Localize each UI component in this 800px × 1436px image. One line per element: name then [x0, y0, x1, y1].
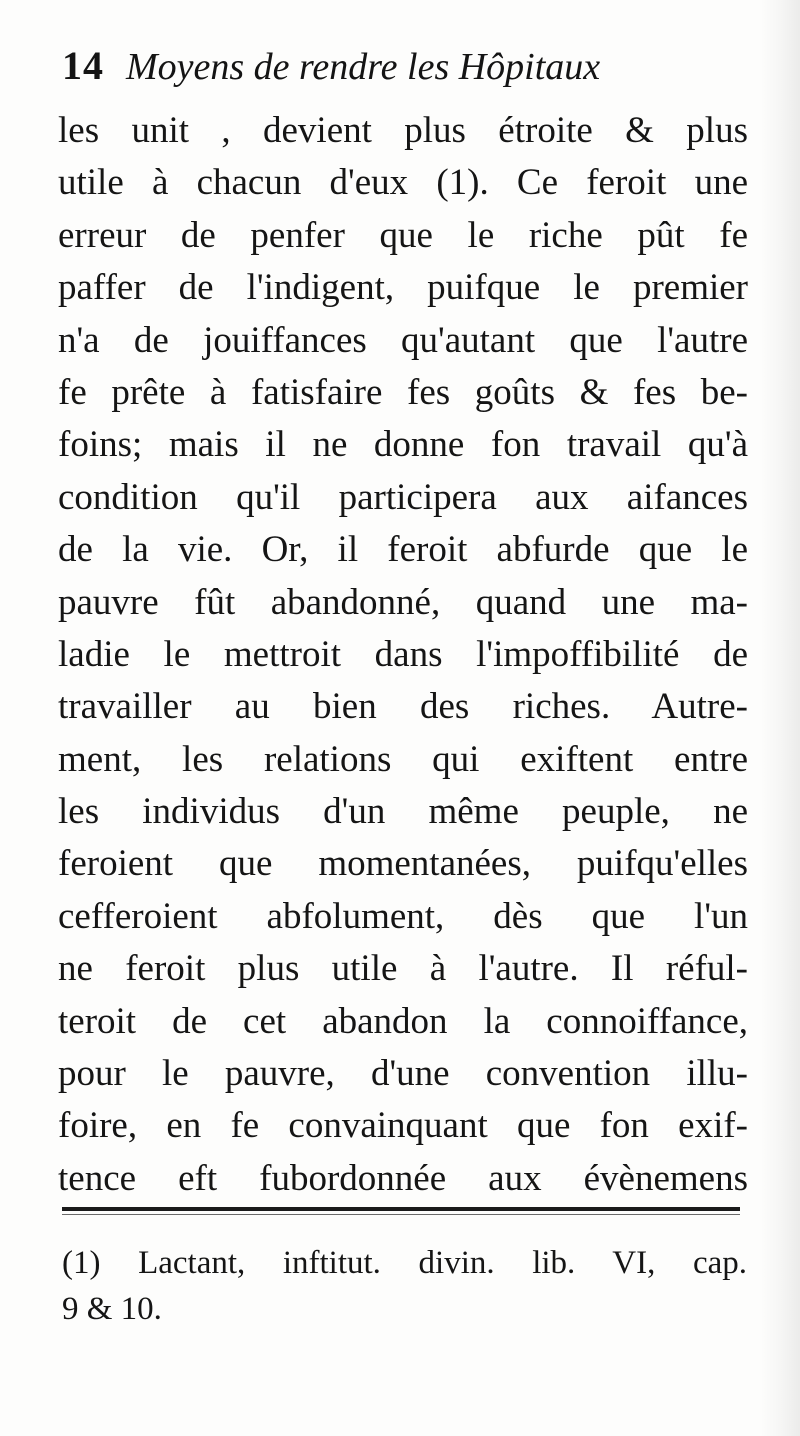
text-line: foire, en fe convainquant que fon exif- [58, 1105, 748, 1147]
text-line: n'a de jouiffances qu'autant que l'autre [58, 319, 748, 361]
text-line: paffer de l'indigent, puifque le premier [58, 267, 748, 309]
page-number: 14 [62, 43, 104, 88]
text-line: pour le pauvre, d'une convention illu- [58, 1053, 748, 1095]
text-line: teroit de cet abandon la connoiffance, [58, 1000, 748, 1042]
running-head-title: Moyens de rendre les Hôpitaux [126, 46, 601, 88]
body-text [58, 105, 748, 1205]
text-line: de la vie. Or, il feroit abfurde que le [58, 529, 748, 571]
footnote-line: (1) Lactant, inftitut. divin. lib. VI, cap. [62, 1245, 747, 1281]
text-line: foins; mais il ne donne fon travail qu'à [58, 424, 748, 466]
text-line: ne feroit plus utile à l'autre. Il réful- [58, 948, 748, 990]
page-edge-shadow [760, 0, 800, 1436]
text-line: feroient que momentanées, puifqu'elles [58, 843, 748, 885]
footnote-line: 9 & 10. [62, 1291, 162, 1327]
text-line: condition qu'il participera aux aifances [58, 476, 748, 518]
text-line: les individus d'un même peuple, ne [58, 791, 748, 833]
text-line: utile à chacun d'eux (1). Ce feroit une [58, 162, 748, 204]
footnote-rule [62, 1207, 740, 1211]
text-line: ladie le mettroit dans l'impoffibilité de [58, 633, 748, 675]
text-line: ment, les relations qui exiftent entre [58, 738, 748, 780]
text-line: travailler au bien des riches. Autre- [58, 686, 748, 728]
footnote [62, 1240, 747, 1332]
text-line: fe prête à fatisfaire fes goûts & fes be- [58, 371, 748, 413]
text-line: cefferoient abfolument, dès que l'un [58, 895, 748, 937]
running-head [62, 42, 742, 102]
text-line: pauvre fût abandonné, quand une ma- [58, 581, 748, 623]
footnote-rule-thin [62, 1214, 740, 1215]
text-line: erreur de penfer que le riche pût fe [58, 214, 748, 256]
text-line: les unit , devient plus étroite & plus [58, 110, 748, 151]
text-line: tence eft fubordonnée aux évènemens [58, 1157, 748, 1199]
